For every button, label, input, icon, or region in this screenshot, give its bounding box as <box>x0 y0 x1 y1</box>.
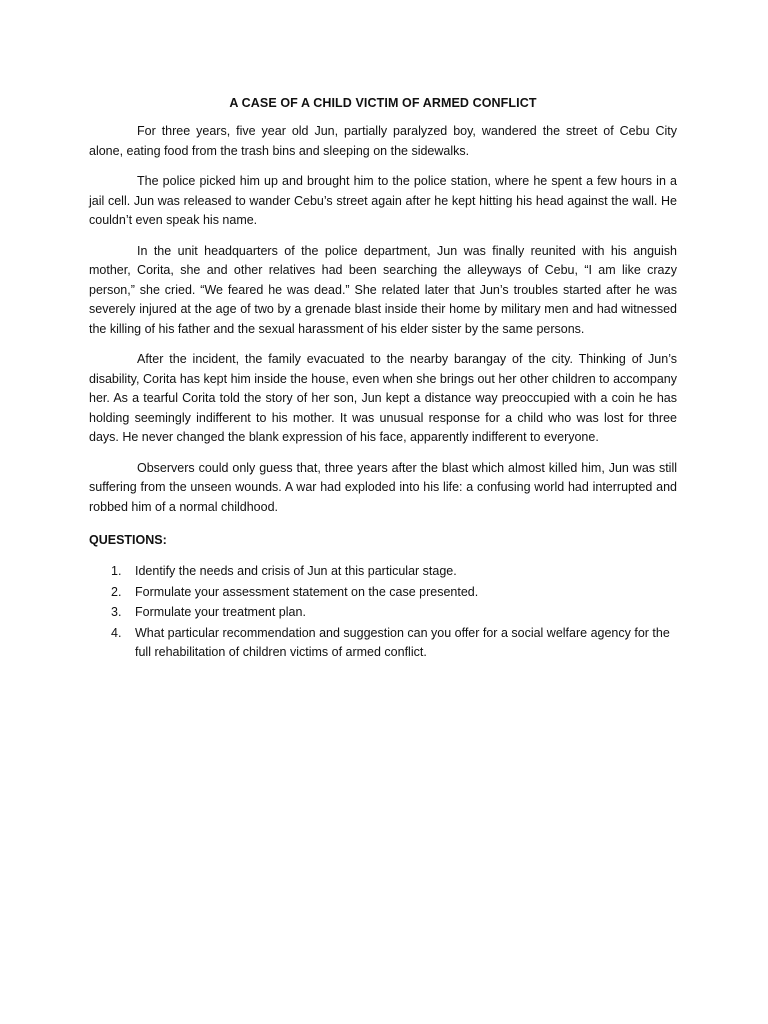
question-number: 3. <box>111 605 122 619</box>
question-text: Formulate your treatment plan. <box>135 605 306 619</box>
question-number: 4. <box>111 625 122 640</box>
paragraph-2: The police picked him up and brought him to the police station, where he spent a few hours in a jail cell. Jun was released to wander Cebu’s street again after he kept hitting his head against the wall. He couldn’t even speak his name. <box>89 174 677 227</box>
question-text: What particular recommendation and suggestion can you offer for a social welfare agency for the full rehabilitation of children victims of armed conflict. <box>135 625 670 659</box>
paragraph-5: Observers could only guess that, three years after the blast which almost killed him, Jun was still suffering from the unseen wounds. A war had exploded into his life: a confusing world had interrupted and robbed him of a normal childhood. <box>89 460 677 514</box>
paragraph-3: In the unit headquarters of the police department, Jun was finally reunited with his anguish mother, Corita, she and other relatives had been searching the alleyways of Cebu, “I am like crazy person,” she cried. “We feared he was dead.” She related later that Jun’s troubles started after he was severely injured at the age of two by a grenade blast inside their home by military men and had witnessed the killing of his father and the sexual harassment of his elder sister by the same persons. <box>89 243 677 336</box>
question-number: 2. <box>111 584 122 599</box>
question-item <box>89 624 677 663</box>
document-page <box>89 94 677 664</box>
question-text: Identify the needs and crisis of Jun at this particular stage. <box>135 564 457 578</box>
questions-heading: QUESTIONS: <box>89 533 167 547</box>
paragraph-1: For three years, five year old Jun, partially paralyzed boy, wandered the street of Cebu City alone, eating food from the trash bins and sleeping on the sidewalks. <box>89 124 677 158</box>
questions-list <box>89 562 677 663</box>
paragraph-4: After the incident, the family evacuated to the nearby barangay of the city. Thinking of Jun’s disability, Corita has kept him inside the house, even when she brings out her other children to accompany her. As a tearful Corita told the story of her son, Jun kept a distance way preoccupied with a coin he has holding seemingly indifferent to his mother. It was unusual response for a child who was lost for three days. He never changed the blank expression of his face, apparently indifferent to everyone. <box>89 352 677 444</box>
question-item <box>89 603 677 623</box>
question-item <box>89 583 677 603</box>
question-item <box>89 562 677 582</box>
question-text: Formulate your assessment statement on the case presented. <box>135 584 479 599</box>
question-number: 1. <box>111 564 122 578</box>
document-title: A CASE OF A CHILD VICTIM OF ARMED CONFLICT <box>229 96 537 110</box>
